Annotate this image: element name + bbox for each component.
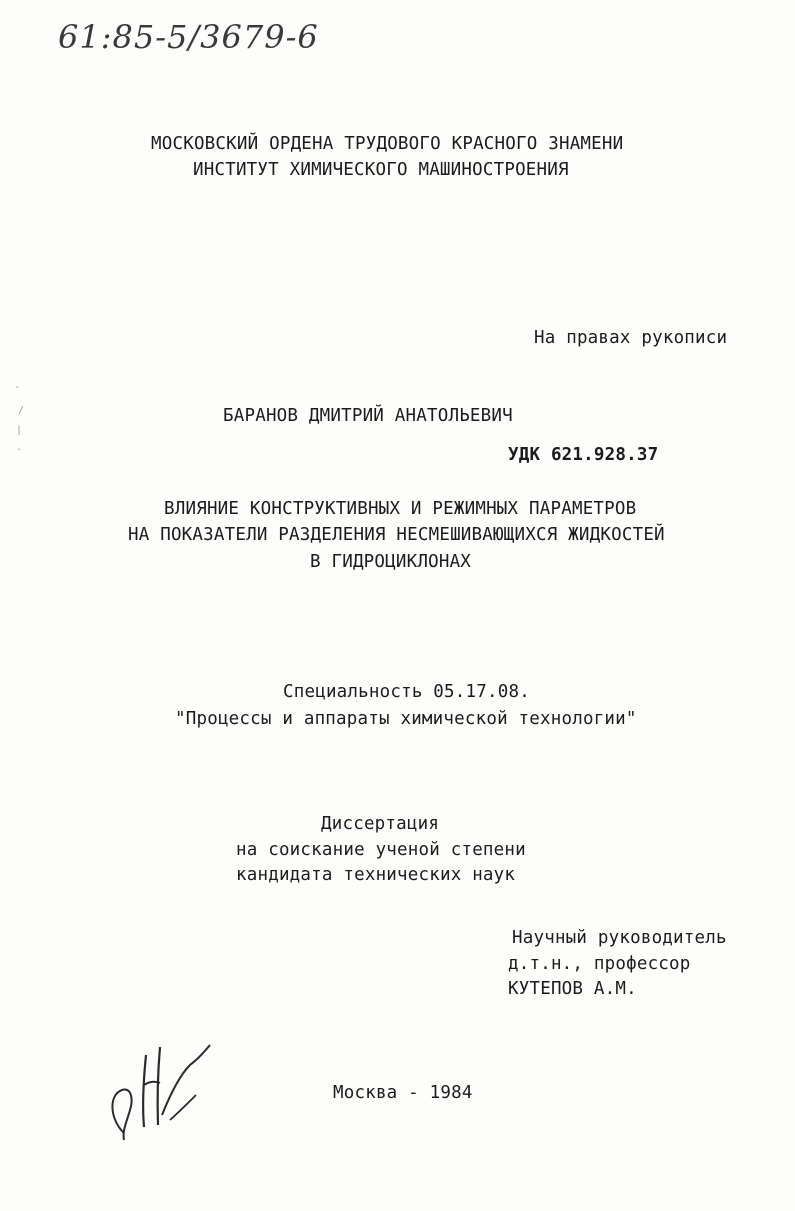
specialty-code: Специальность 05.17.08. [283,682,530,702]
dissertation-label: Диссертация [321,814,440,834]
dissertation-degree-line: на соискание ученой степени [236,840,526,860]
margin-mark: / [18,405,25,416]
title-line-3: В ГИДРОЦИКЛОНАХ [310,552,472,572]
archive-number-handwritten: 61:85-5/3679-6 [58,18,319,56]
place-and-year: Москва - 1984 [333,1083,473,1103]
signature-icon [100,1035,230,1145]
title-line-2: НА ПОКАЗАТЕЛИ РАЗДЕЛЕНИЯ НЕСМЕШИВАЮЩИХСЯ ЖИДКОСТЕЙ [128,525,665,545]
margin-mark: - [14,382,21,393]
margin-mark: . [16,442,23,453]
manuscript-rights-note: На правах рукописи [534,328,728,348]
supervisor-label: Научный руководитель [512,928,727,948]
title-line-1: ВЛИЯНИЕ КОНСТРУКТИВНЫХ И РЕЖИМНЫХ ПАРАМЕТРОВ [164,499,637,519]
author-name: БАРАНОВ ДМИТРИЙ АНАТОЛЬЕВИЧ [223,406,513,426]
supervisor-name: КУТЕПОВ А.М. [508,979,637,999]
institution-line-2: ИНСТИТУТ ХИМИЧЕСКОГО МАШИНОСТРОЕНИЯ [193,160,569,180]
supervisor-degree: д.т.н., профессор [508,954,691,974]
dissertation-degree-name: кандидата технических наук [236,865,516,885]
specialty-name: "Процессы и аппараты химической технологии" [175,709,637,729]
udc-code: УДК 621.928.37 [508,445,659,465]
margin-mark: | [16,425,23,436]
institution-line-1: МОСКОВСКИЙ ОРДЕНА ТРУДОВОГО КРАСНОГО ЗНАМЕНИ [151,134,624,154]
